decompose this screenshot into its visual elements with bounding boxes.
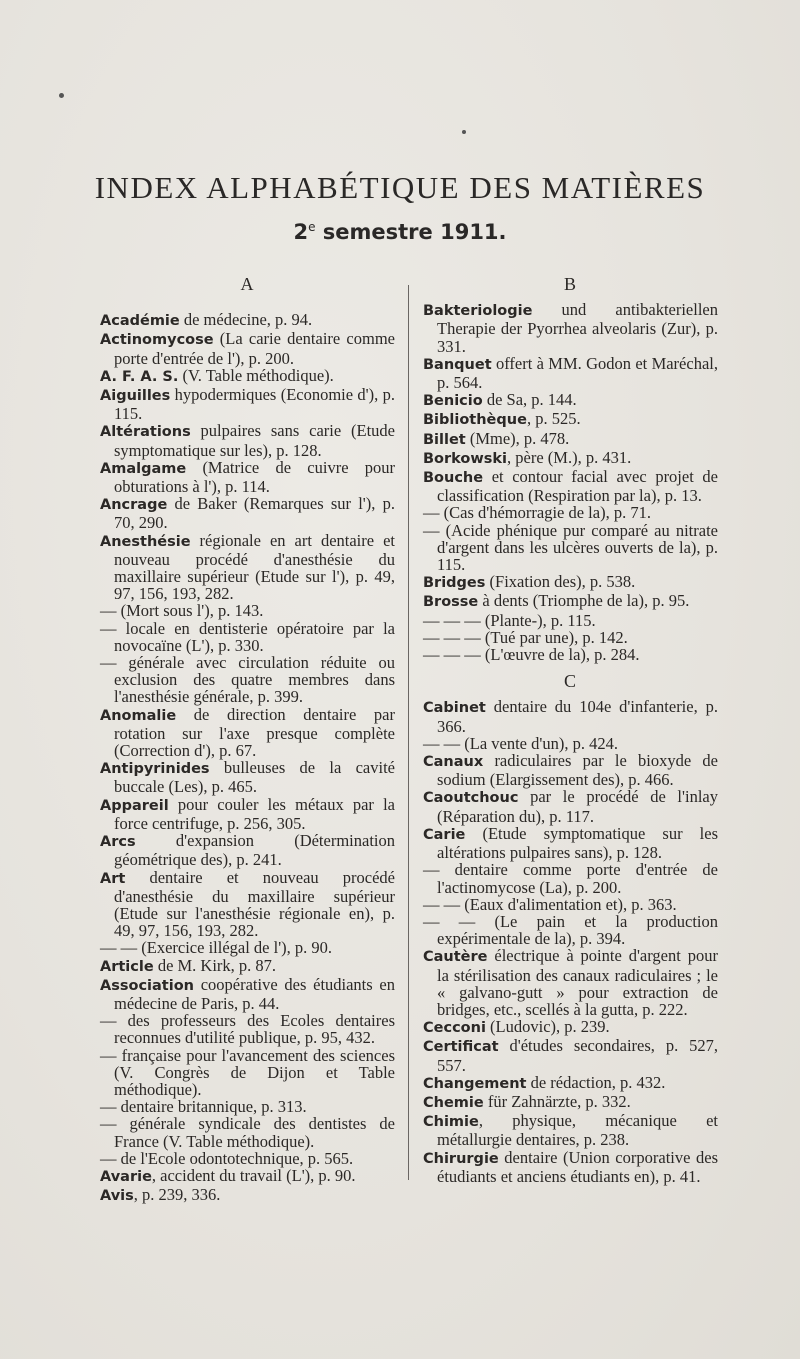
entry-text: d'expansion (Détermination géométrique des), p. 241.: [114, 831, 395, 870]
index-entry: [423, 947, 718, 1018]
index-entry: [423, 391, 718, 410]
entry-text: pulpaires sans carie (Etude symptomatique sur les), p. 128.: [114, 421, 395, 460]
entry-headword: Appareil: [100, 797, 169, 814]
entry-headword: Antipyrinides: [100, 761, 210, 778]
index-entry: [423, 410, 718, 429]
entry-headword: Article: [100, 958, 154, 975]
index-entry: [100, 532, 395, 603]
entry-text: — — (Exercice illégal de l'), p. 90.: [100, 938, 333, 958]
page-title: INDEX ALPHABÉTIQUE DES MATIÈRES: [94, 170, 706, 205]
entry-text: de Sa, p. 144.: [482, 390, 577, 410]
entry-text: dentaire (Union corporative des étudiants et anciens étudiants en), p. 41.: [437, 1147, 718, 1186]
left-column: [100, 276, 395, 1205]
page-subtitle: [0, 220, 800, 244]
index-entry: [100, 386, 395, 422]
index-entry: [423, 698, 718, 734]
entry-text: , accident du travail (L'), p. 90.: [151, 1165, 356, 1185]
section-letter: A: [240, 274, 255, 294]
entry-headword: Académie: [100, 313, 180, 330]
entry-text: (Mme), p. 478.: [465, 428, 570, 448]
index-entry: [100, 832, 395, 868]
index-entry: [423, 449, 718, 468]
entry-headword: Art: [100, 870, 126, 887]
index-entry: [100, 957, 395, 976]
index-entry: [100, 330, 395, 366]
index-entry: [100, 1150, 395, 1167]
entry-headword: Canaux: [423, 754, 484, 771]
entry-headword: Chirurgie: [423, 1150, 499, 1167]
index-entry: [423, 1149, 718, 1185]
index-entry: [100, 311, 395, 330]
entry-text: — (Mort sous l'), p. 143.: [100, 601, 264, 621]
entry-text: — dentaire britannique, p. 313.: [100, 1097, 307, 1117]
index-entry: [100, 976, 395, 1012]
entry-text: , physique, mécanique et métallurgie dentaires, p. 238.: [437, 1111, 718, 1150]
entry-text: offert à MM. Godon et Maréchal, p. 564.: [437, 353, 718, 393]
entry-text: — — (Eaux d'alimentation et), p. 363.: [423, 894, 677, 914]
entry-headword: Anesthésie: [100, 533, 191, 550]
entry-text: électrique à pointe d'argent pour la stérilisation des canaux radiculaires ; le « galvano-gutt » pour extraction de bridges, etc., scellés à la gutta, p. 222.: [437, 946, 718, 1019]
entry-text: de Baker (Remarques sur l'), p. 70, 290.: [114, 494, 395, 533]
index-entry: [423, 592, 718, 611]
entry-headword: Chemie: [423, 1094, 484, 1111]
index-entry: [100, 367, 395, 386]
entry-headword: Cautère: [423, 949, 488, 966]
index-entry: [100, 459, 395, 495]
entry-text: — — — (L'œuvre de la), p. 284.: [423, 645, 640, 665]
index-entry: [100, 939, 395, 956]
entry-text: dentaire et nouveau procédé d'anesthésie du maxillaire supérieur (Etude sur l'anesthésie régionale en), p. 49, 97, 156, 193, 282.: [114, 867, 395, 941]
entry-headword: Aiguilles: [100, 388, 171, 405]
index-entry: [423, 504, 718, 521]
index-entry: [100, 1047, 395, 1099]
index-entry: [423, 430, 718, 449]
index-entry: [100, 602, 395, 619]
index-entry: [423, 788, 718, 824]
entry-headword: Bridges: [423, 575, 486, 592]
index-entry: [423, 735, 718, 752]
entry-text: — — (La vente d'un), p. 424.: [423, 733, 618, 753]
entry-headword: Bakteriologie: [423, 303, 533, 320]
index-entry: [423, 1074, 718, 1093]
entry-headword: Caoutchouc: [423, 790, 519, 807]
entry-text: bulleuses de la cavité buccale (Les), p. 465.: [114, 758, 395, 797]
subtitle-ordinal-suffix: e: [308, 220, 316, 234]
entry-text: pour couler les métaux par la force centrifuge, p. 256, 305.: [114, 794, 395, 833]
entry-headword: Billet: [423, 431, 466, 448]
entry-headword: Certificat: [423, 1039, 499, 1056]
index-entry: [423, 752, 718, 788]
entry-headword: Actinomycose: [100, 332, 214, 349]
index-entry: [100, 654, 395, 706]
entry-text: à dents (Triomphe de la), p. 95.: [478, 591, 690, 611]
entry-headword: Anomalie: [100, 707, 177, 724]
entry-text: de médecine, p. 94.: [179, 310, 313, 330]
index-entry: [423, 646, 718, 663]
entry-text: , père (M.), p. 431.: [507, 447, 632, 467]
index-entry: [423, 355, 718, 391]
entry-text: — générale syndicale des dentistes de France (V. Table méthodique).: [100, 1114, 395, 1151]
entry-headword: Bibliothèque: [423, 412, 527, 429]
index-entry: [423, 1112, 718, 1148]
subtitle-text: semestre 1911.: [315, 220, 507, 244]
entry-headword: Ancrage: [100, 497, 168, 514]
entry-text: — locale en dentisterie opératoire par la novocaïne (L'), p. 330.: [100, 618, 395, 655]
entry-text: für Zahnärzte, p. 332.: [483, 1091, 631, 1111]
entry-text: — — — (Tué par une), p. 142.: [423, 627, 628, 647]
entry-text: par le procédé de l'inlay (Réparation du), p. 117.: [437, 787, 718, 826]
entry-text: — — — (Plante-), p. 115.: [423, 610, 596, 630]
entry-text: d'études secondaires, p. 527, 557.: [437, 1036, 718, 1075]
entry-headword: Changement: [423, 1075, 527, 1092]
index-entry: [423, 468, 718, 504]
index-entry: [423, 913, 718, 947]
entry-headword: Association: [100, 977, 194, 994]
entry-text: (Fixation des), p. 538.: [485, 572, 636, 592]
entry-headword: Altérations: [100, 424, 191, 441]
entry-list: [423, 301, 718, 663]
entry-text: de M. Kirk, p. 87.: [153, 955, 277, 975]
entry-text: — des professeurs des Ecoles dentaires reconnues d'utilité publique, p. 95, 432.: [100, 1011, 395, 1048]
section-letter: C: [563, 671, 577, 692]
entry-text: und antibakteriellen Therapie der Pyorrhea alveolaris (Zur), p. 331.: [437, 300, 718, 356]
entry-text: (Ludovic), p. 239.: [485, 1017, 610, 1037]
column-divider: [408, 285, 409, 1180]
entry-text: de rédaction, p. 432.: [526, 1072, 666, 1092]
entry-text: — (Acide phénique pur comparé au nitrate d'argent dans les ulcères ouverts de la), p. 115.: [423, 520, 718, 575]
index-entry: [100, 1167, 395, 1186]
entry-headword: A. F. A. S.: [100, 368, 179, 385]
entry-headword: Bouche: [423, 470, 484, 487]
entry-headword: Carie: [423, 826, 466, 843]
entry-text: (V. Table méthodique).: [178, 365, 334, 385]
entry-headword: Chimie: [423, 1114, 479, 1131]
index-entry: [100, 759, 395, 795]
entry-text: (Etude symptomatique sur les altérations pulpaires sans), p. 128.: [437, 823, 718, 863]
entry-list: [423, 698, 718, 1184]
entry-text: — française pour l'avancement des sciences (V. Congrès de Dijon et Table méthodique).: [100, 1045, 395, 1099]
entry-text: dentaire du 104e d'infanterie, p. 366.: [437, 697, 718, 736]
entry-list: [100, 311, 395, 1205]
entry-headword: Amalgame: [100, 460, 187, 477]
index-entry: [100, 796, 395, 832]
index-entry: [100, 1186, 395, 1205]
ink-spot: [59, 93, 64, 98]
entry-headword: Brosse: [423, 594, 479, 611]
index-entry: [100, 1098, 395, 1115]
index-entry: [423, 896, 718, 913]
entry-text: — dentaire comme porte d'entrée de l'actinomycose (La), p. 200.: [423, 860, 718, 897]
entry-text: radiculaires par le bioxyde de sodium (Elargissement des), p. 466.: [437, 751, 718, 790]
index-entry: [423, 1037, 718, 1073]
index-entry: [100, 620, 395, 654]
index-entry: [423, 1093, 718, 1112]
index-entry: [423, 629, 718, 646]
entry-headword: Avarie: [100, 1168, 152, 1185]
index-entry: [423, 1018, 718, 1037]
index-entry: [100, 495, 395, 531]
index-entry: [100, 1115, 395, 1149]
entry-text: régionale en art dentaire et nouveau procédé d'anesthésie du maxillaire supérieur (Etude sur l'), p. 49, 97, 156, 193, 282.: [114, 530, 395, 604]
index-entry: [100, 869, 395, 940]
entry-headword: Avis: [100, 1188, 134, 1205]
entry-text: — générale avec circulation réduite ou exclusion des quatre membres dans l'anesthésie générale, p. 399.: [100, 653, 395, 707]
index-entry: [423, 301, 718, 355]
index-entry: [423, 612, 718, 629]
index-entry: [100, 422, 395, 458]
entry-headword: Cabinet: [423, 700, 486, 717]
entry-text: — de l'Ecole odontotechnique, p. 565.: [100, 1148, 354, 1168]
right-column: [423, 276, 718, 1185]
entry-text: coopérative des étudiants en médecine de Paris, p. 44.: [114, 974, 395, 1013]
entry-text: de direction dentaire par rotation sur l'axe presque complète (Correction d'), p. 67.: [114, 704, 395, 761]
entry-headword: Banquet: [423, 356, 492, 373]
ink-spot: [462, 130, 466, 134]
entry-text: (La carie dentaire comme porte d'entrée de l'), p. 200.: [114, 329, 395, 368]
entry-text: (Matrice de cuivre pour obturations à l'), p. 114.: [114, 457, 395, 497]
entry-headword: Benicio: [423, 393, 483, 410]
entry-text: et contour facial avec projet de classification (Respiration par la), p. 13.: [437, 467, 718, 506]
entry-headword: Arcs: [100, 834, 136, 851]
subtitle-ordinal: 2: [293, 220, 309, 244]
entry-text: hypodermiques (Economie d'), p. 115.: [114, 385, 395, 424]
index-entry: [423, 825, 718, 861]
index-entry: [100, 1012, 395, 1046]
entry-headword: Cecconi: [423, 1020, 486, 1037]
entry-text: , p. 239, 336.: [133, 1185, 221, 1205]
index-entry: [423, 861, 718, 895]
entry-text: — (Cas d'hémorragie de la), p. 71.: [423, 503, 651, 523]
section-letter: B: [563, 274, 577, 294]
entry-text: — — (Le pain et la production expérimentale de la), p. 394.: [423, 911, 718, 949]
entry-text: , p. 525.: [526, 409, 581, 429]
index-entry: [100, 706, 395, 760]
entry-headword: Borkowski: [423, 450, 508, 467]
index-entry: [423, 522, 718, 574]
index-entry: [423, 573, 718, 592]
